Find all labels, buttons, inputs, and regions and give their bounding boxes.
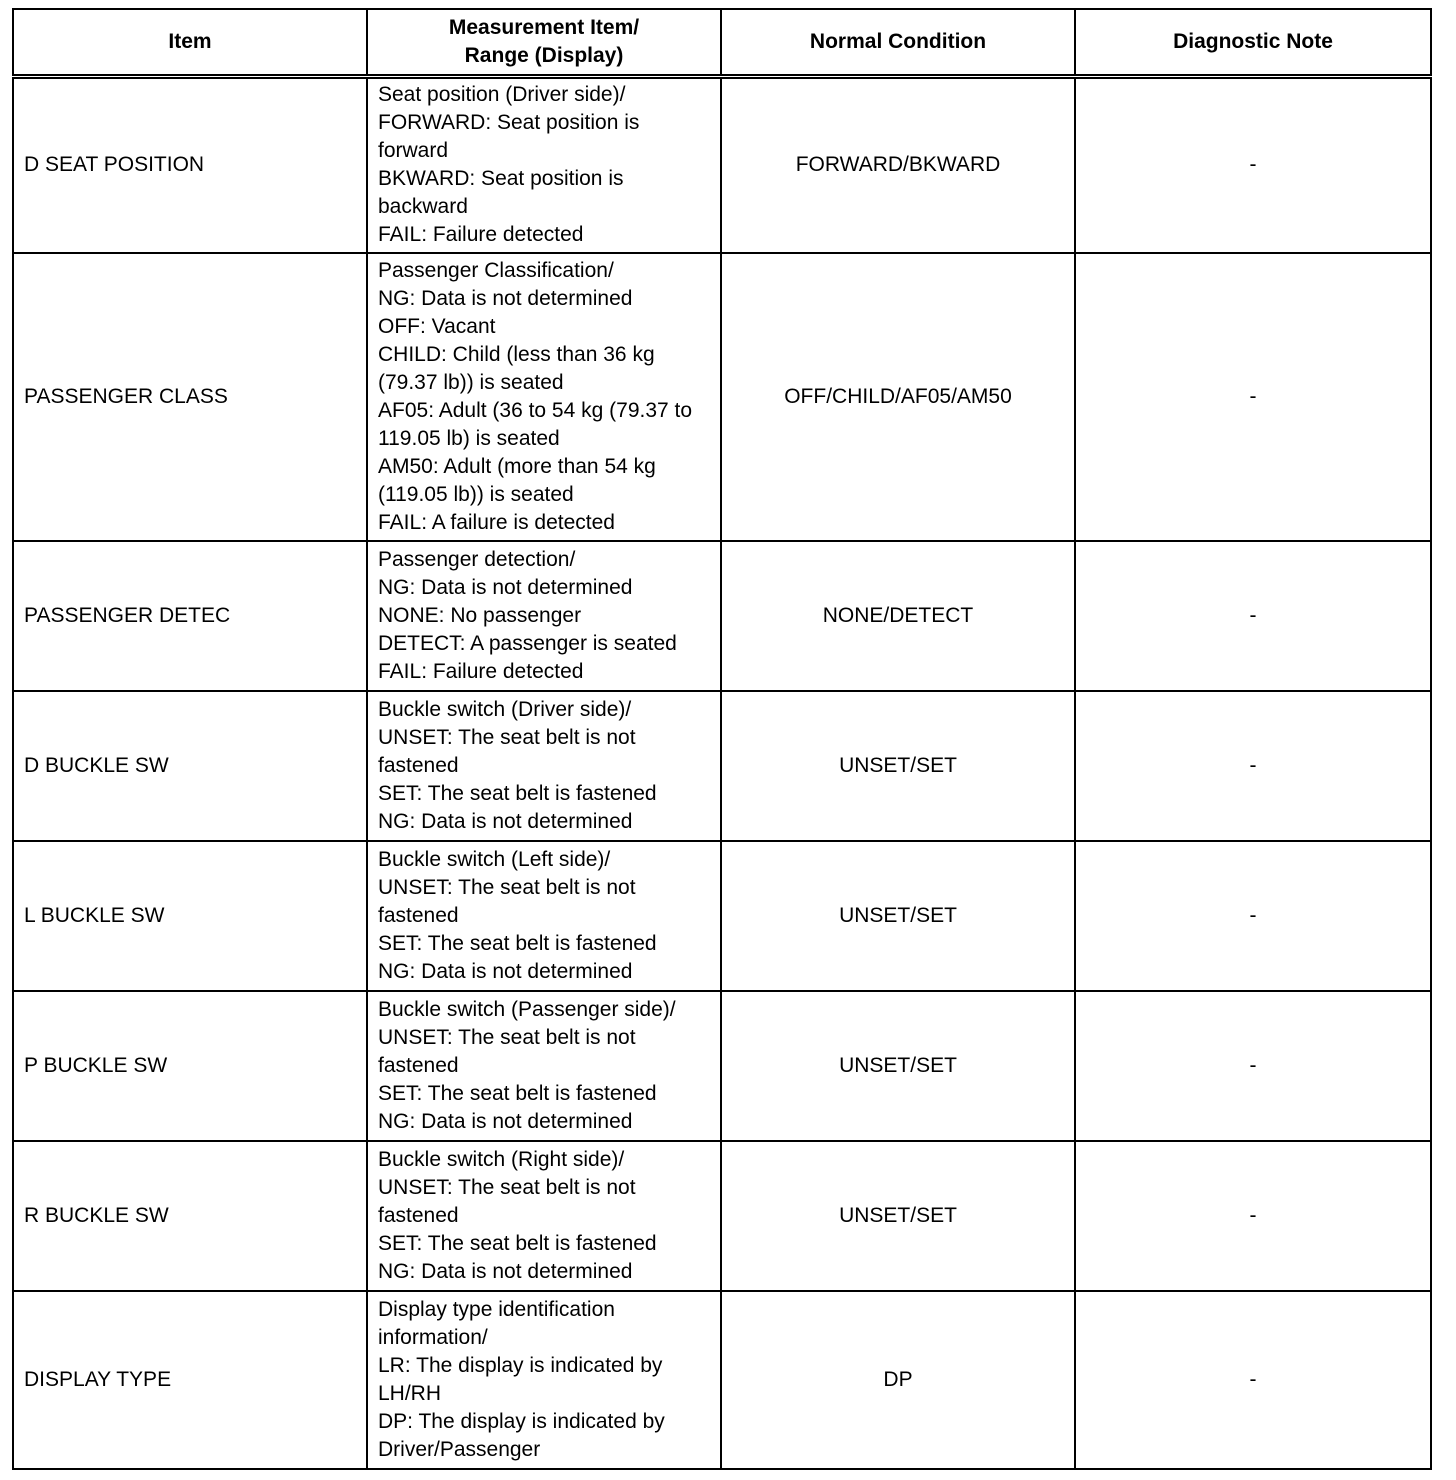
range-line: AM50: Adult (more than 54 kg — [378, 454, 656, 478]
item-cell: DISPLAY TYPE — [13, 1291, 367, 1469]
item-cell: PASSENGER DETEC — [13, 541, 367, 691]
range-line: (119.05 lb)) is seated — [378, 482, 574, 506]
range-line: LH/RH — [378, 1381, 442, 1405]
range-line: Passenger detection/ — [378, 547, 576, 571]
table-row — [13, 77, 1431, 253]
range-line: forward — [378, 139, 449, 163]
normal-condition-cell: UNSET/SET — [721, 841, 1075, 991]
table-row — [13, 1141, 1431, 1291]
range-cell — [367, 541, 721, 691]
range-line: Display type identification — [378, 1297, 615, 1321]
range-line: CHILD: Child (less than 36 kg — [378, 342, 655, 366]
diagnostic-note-cell: - — [1075, 253, 1431, 541]
normal-condition-cell: DP — [721, 1291, 1075, 1469]
range-line: DETECT: A passenger is seated — [378, 631, 677, 655]
range-line: NG: Data is not determined — [378, 809, 633, 833]
range-line: UNSET: The seat belt is not — [378, 725, 636, 749]
range-line: backward — [378, 195, 468, 219]
normal-condition-cell: OFF/CHILD/AF05/AM50 — [721, 253, 1075, 541]
range-line: UNSET: The seat belt is not — [378, 1025, 636, 1049]
range-line: fastened — [378, 903, 459, 927]
diagnostic-note-cell: - — [1075, 991, 1431, 1141]
range-line: FORWARD: Seat position is — [378, 111, 640, 135]
range-line: SET: The seat belt is fastened — [378, 1231, 657, 1255]
range-line: LR: The display is indicated by — [378, 1353, 663, 1377]
range-line: Buckle switch (Driver side)/ — [378, 697, 632, 721]
diagnostic-note-cell: - — [1075, 841, 1431, 991]
diagnostic-note-cell: - — [1075, 1141, 1431, 1291]
header-item: Item — [13, 9, 367, 77]
item-cell: PASSENGER CLASS — [13, 253, 367, 541]
range-line: SET: The seat belt is fastened — [378, 931, 657, 955]
header-measurement — [367, 9, 721, 77]
range-line: SET: The seat belt is fastened — [378, 1081, 657, 1105]
range-line: FAIL: A failure is detected — [378, 510, 615, 534]
normal-condition-cell: UNSET/SET — [721, 691, 1075, 841]
range-line: fastened — [378, 753, 459, 777]
range-line: AF05: Adult (36 to 54 kg (79.37 to — [378, 398, 693, 422]
range-cell — [367, 77, 721, 253]
normal-condition-cell: FORWARD/BKWARD — [721, 77, 1075, 253]
range-cell — [367, 841, 721, 991]
normal-condition-cell: UNSET/SET — [721, 1141, 1075, 1291]
range-line: OFF: Vacant — [378, 314, 496, 338]
range-line: Seat position (Driver side)/ — [378, 83, 626, 107]
item-cell: D BUCKLE SW — [13, 691, 367, 841]
header-measurement-line2: Range (Display) — [464, 44, 624, 67]
header-diagnostic-note: Diagnostic Note — [1075, 9, 1431, 77]
range-line: FAIL: Failure detected — [378, 223, 584, 247]
range-cell — [367, 991, 721, 1141]
range-line: NONE: No passenger — [378, 603, 582, 627]
header-normal-condition: Normal Condition — [721, 9, 1075, 77]
header-measurement-line1: Measurement Item/ — [448, 16, 640, 39]
range-line: (79.37 lb)) is seated — [378, 370, 564, 394]
table-row — [13, 691, 1431, 841]
data-list-table — [12, 8, 1432, 1470]
range-line: NG: Data is not determined — [378, 1109, 633, 1133]
range-line: 119.05 lb) is seated — [378, 426, 560, 450]
range-line: NG: Data is not determined — [378, 575, 633, 599]
range-line: Buckle switch (Passenger side)/ — [378, 997, 676, 1021]
range-line: fastened — [378, 1053, 459, 1077]
item-cell: D SEAT POSITION — [13, 77, 367, 253]
range-line: NG: Data is not determined — [378, 1259, 633, 1283]
range-line: information/ — [378, 1325, 488, 1349]
diagnostic-note-cell: - — [1075, 77, 1431, 253]
range-line: Buckle switch (Left side)/ — [378, 847, 611, 871]
normal-condition-cell: UNSET/SET — [721, 991, 1075, 1141]
range-line: FAIL: Failure detected — [378, 659, 584, 683]
range-line: Passenger Classification/ — [378, 258, 614, 282]
item-cell: R BUCKLE SW — [13, 1141, 367, 1291]
range-line: NG: Data is not determined — [378, 286, 633, 310]
table-header — [13, 9, 1431, 77]
range-line: fastened — [378, 1203, 459, 1227]
diagnostic-note-cell: - — [1075, 1291, 1431, 1469]
normal-condition-cell: NONE/DETECT — [721, 541, 1075, 691]
range-cell — [367, 691, 721, 841]
table-body — [13, 77, 1431, 1469]
range-line: DP: The display is indicated by — [378, 1409, 665, 1433]
range-line: SET: The seat belt is fastened — [378, 781, 657, 805]
range-cell — [367, 253, 721, 541]
table-row — [13, 841, 1431, 991]
table-row — [13, 1291, 1431, 1469]
table-row — [13, 991, 1431, 1141]
item-cell: P BUCKLE SW — [13, 991, 367, 1141]
range-line: BKWARD: Seat position is — [378, 167, 624, 191]
item-cell: L BUCKLE SW — [13, 841, 367, 991]
range-cell — [367, 1291, 721, 1469]
range-line: UNSET: The seat belt is not — [378, 875, 636, 899]
table-row — [13, 253, 1431, 541]
header-row — [13, 9, 1431, 77]
table-row — [13, 541, 1431, 691]
range-line: UNSET: The seat belt is not — [378, 1175, 636, 1199]
diagnostic-note-cell: - — [1075, 541, 1431, 691]
range-cell — [367, 1141, 721, 1291]
range-line: Buckle switch (Right side)/ — [378, 1147, 625, 1171]
diagnostic-note-cell: - — [1075, 691, 1431, 841]
range-line: NG: Data is not determined — [378, 959, 633, 983]
range-line: Driver/Passenger — [378, 1437, 541, 1461]
